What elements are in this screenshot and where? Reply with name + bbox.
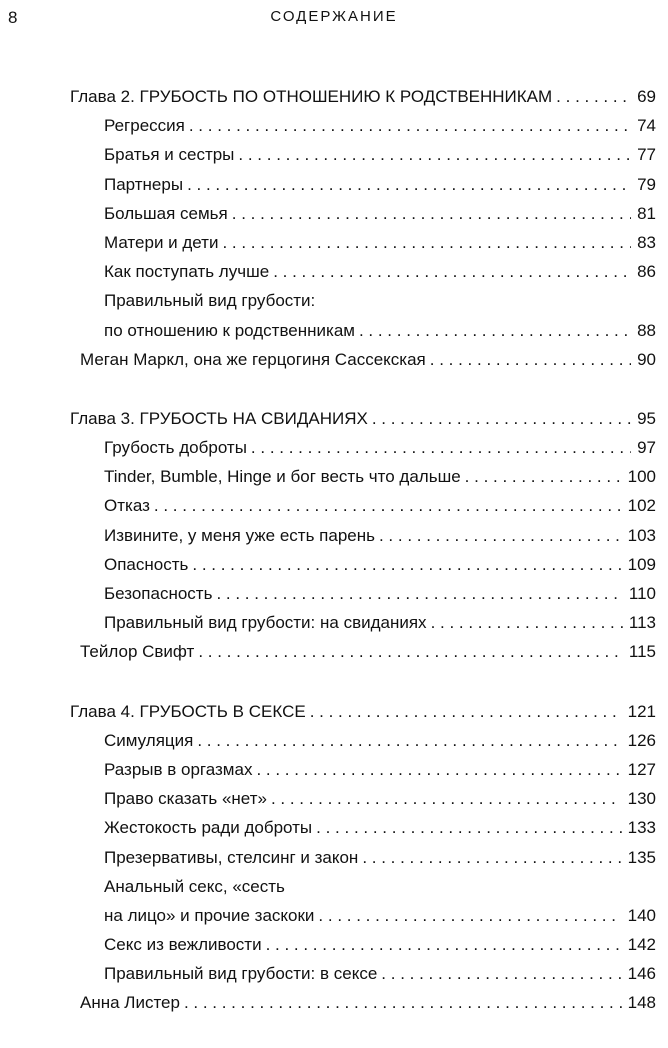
toc-entry-section [70,755,656,784]
toc-entry-section [70,930,656,959]
toc-entry-title: Как поступать лучше [104,262,270,282]
toc-entry-title: Безопасность [104,584,213,603]
dot-leader [189,111,631,140]
toc-entry-page-number: 69 [637,87,656,106]
toc-entry-title: Анальный секс, «сесть [104,876,285,896]
toc-entry-title: Матери и дети [104,232,219,252]
dot-leader [187,170,631,199]
toc-entry-title: Тейлор Свифт [80,642,195,662]
toc-entry-section [70,462,656,491]
toc-chapter-block [70,404,656,667]
toc-entry-title: Анна Листер [80,993,180,1013]
dot-leader [430,345,631,374]
toc-entry-section [70,872,656,901]
toc-entry-section [70,579,656,608]
toc-entry-chapter [70,82,656,111]
table-of-contents [70,82,656,1048]
toc-entry-section [70,257,656,286]
toc-chapter-block [70,697,656,1018]
toc-entry-title: Глава 4. ГРУБОСТЬ В СЕКСЕ [70,701,306,721]
toc-entry-page-number: 90 [637,349,656,369]
toc-entry-section [70,843,656,872]
toc-entry-page-number: 148 [627,993,656,1013]
toc-entry-section [70,316,656,345]
dot-leader [238,140,631,169]
dot-leader [372,404,631,433]
toc-entry-title: Жестокость ради доброты [104,818,313,838]
toc-entry-section [70,608,656,637]
toc-entry-title: Регрессия [104,116,185,136]
toc-entry-page-number: 109 [627,554,656,574]
toc-entry-page-number: 97 [637,438,656,458]
page-number: 8 [8,8,18,27]
toc-entry-title: Большая семья [104,203,228,223]
dot-leader [154,491,622,520]
dot-leader [362,843,621,872]
toc-entry-section [70,521,656,550]
toc-entry-page-number: 140 [627,905,656,925]
toc-entry-title: Симуляция [104,730,194,750]
toc-entry-page-number: 135 [627,847,656,867]
toc-entry-page-number: 83 [637,232,656,252]
dot-leader [197,726,621,755]
toc-entry-title: Презервативы, стелсинг и закон [104,847,359,867]
toc-entry-title: Секс из вежливости [104,935,262,955]
toc-entry-page-number: 133 [627,818,656,838]
toc-entry-title: Разрыв в оргазмах [104,759,253,779]
dot-leader [556,82,631,111]
toc-entry-page-number: 81 [637,203,656,223]
toc-entry-section [70,901,656,930]
toc-entry-page-number: 142 [627,935,656,955]
dot-leader [318,901,621,930]
toc-entry-title: Правильный вид грубости: на свиданиях [104,613,427,633]
toc-entry-title: Глава 2. ГРУБОСТЬ ПО ОТНОШЕНИЮ К РОДСТВЕННИКАМ [70,87,553,106]
toc-entry-page-number: 121 [627,701,656,721]
toc-entry-page-number: 74 [637,116,656,136]
toc-entry-title: Извините, у меня уже есть парень [104,525,375,545]
dot-leader [216,579,622,608]
toc-entry-person [70,637,656,666]
dot-leader [316,813,621,842]
toc-entry-page-number: 88 [637,320,656,340]
toc-entry-page-number: 115 [628,642,656,662]
dot-leader [232,199,631,228]
dot-leader [222,228,631,257]
toc-entry-section [70,784,656,813]
toc-entry-page-number: 127 [627,759,656,779]
toc-entry-title: Правильный вид грубости: в сексе [104,964,378,984]
toc-entry-page-number: 79 [637,174,656,194]
running-head-title: СОДЕРЖАНИЕ [270,8,398,25]
toc-entry-section [70,959,656,988]
dot-leader [271,784,622,813]
toc-entry-page-number: 103 [627,525,656,545]
toc-entry-section [70,550,656,579]
toc-entry-page-number: 102 [627,496,656,516]
toc-entry-chapter [70,404,656,433]
toc-entry-title: Правильный вид грубости: [104,291,316,311]
toc-entry-title: Tinder, Bumble, Hinge и бог весть что дальше [104,467,461,487]
toc-entry-section [70,491,656,520]
toc-entry-page-number: 95 [637,408,656,428]
toc-entry-page-number: 130 [627,789,656,809]
toc-entry-title: Опасность [104,554,189,574]
dot-leader [381,959,621,988]
toc-entry-title: Отказ [104,496,150,516]
toc-entry-page-number: 86 [637,262,656,282]
toc-entry-title: Грубость доброты [104,438,247,458]
dot-leader [465,462,622,491]
toc-entry-page-number: 126 [627,730,656,750]
toc-entry-title: по отношению к родственникам [104,320,355,340]
toc-entry-chapter [70,697,656,726]
toc-entry-section [70,726,656,755]
toc-entry-section [70,433,656,462]
dot-leader [379,521,622,550]
toc-entry-title: на лицо» и прочие заскоки [104,905,315,925]
toc-entry-section [70,140,656,169]
toc-entry-section [70,199,656,228]
toc-entry-section [70,286,656,315]
toc-entry-title: Глава 3. ГРУБОСТЬ НА СВИДАНИЯХ [70,408,368,428]
toc-entry-page-number: 110 [628,584,656,603]
toc-entry-person [70,345,656,374]
toc-entry-title: Братья и сестры [104,145,235,165]
dot-leader [192,550,621,579]
toc-entry-title: Меган Маркл, она же герцогиня Сассекская [80,349,426,369]
toc-entry-section [70,228,656,257]
dot-leader [184,988,622,1017]
toc-entry-section [70,813,656,842]
dot-leader [310,697,622,726]
dot-leader [273,257,631,286]
toc-entry-section [70,170,656,199]
dot-leader [266,930,622,959]
toc-chapter-block [70,82,656,374]
toc-entry-person [70,988,656,1017]
dot-leader [256,755,621,784]
dot-leader [359,316,631,345]
toc-entry-page-number: 113 [628,613,656,633]
toc-entry-page-number: 146 [627,964,656,984]
toc-entry-section [70,111,656,140]
dot-leader [431,608,623,637]
toc-entry-page-number: 77 [637,145,656,165]
toc-entry-title: Партнеры [104,174,184,194]
dot-leader [251,433,631,462]
toc-entry-title: Право сказать «нет» [104,789,267,809]
dot-leader [198,637,623,666]
toc-entry-page-number: 100 [627,467,656,487]
